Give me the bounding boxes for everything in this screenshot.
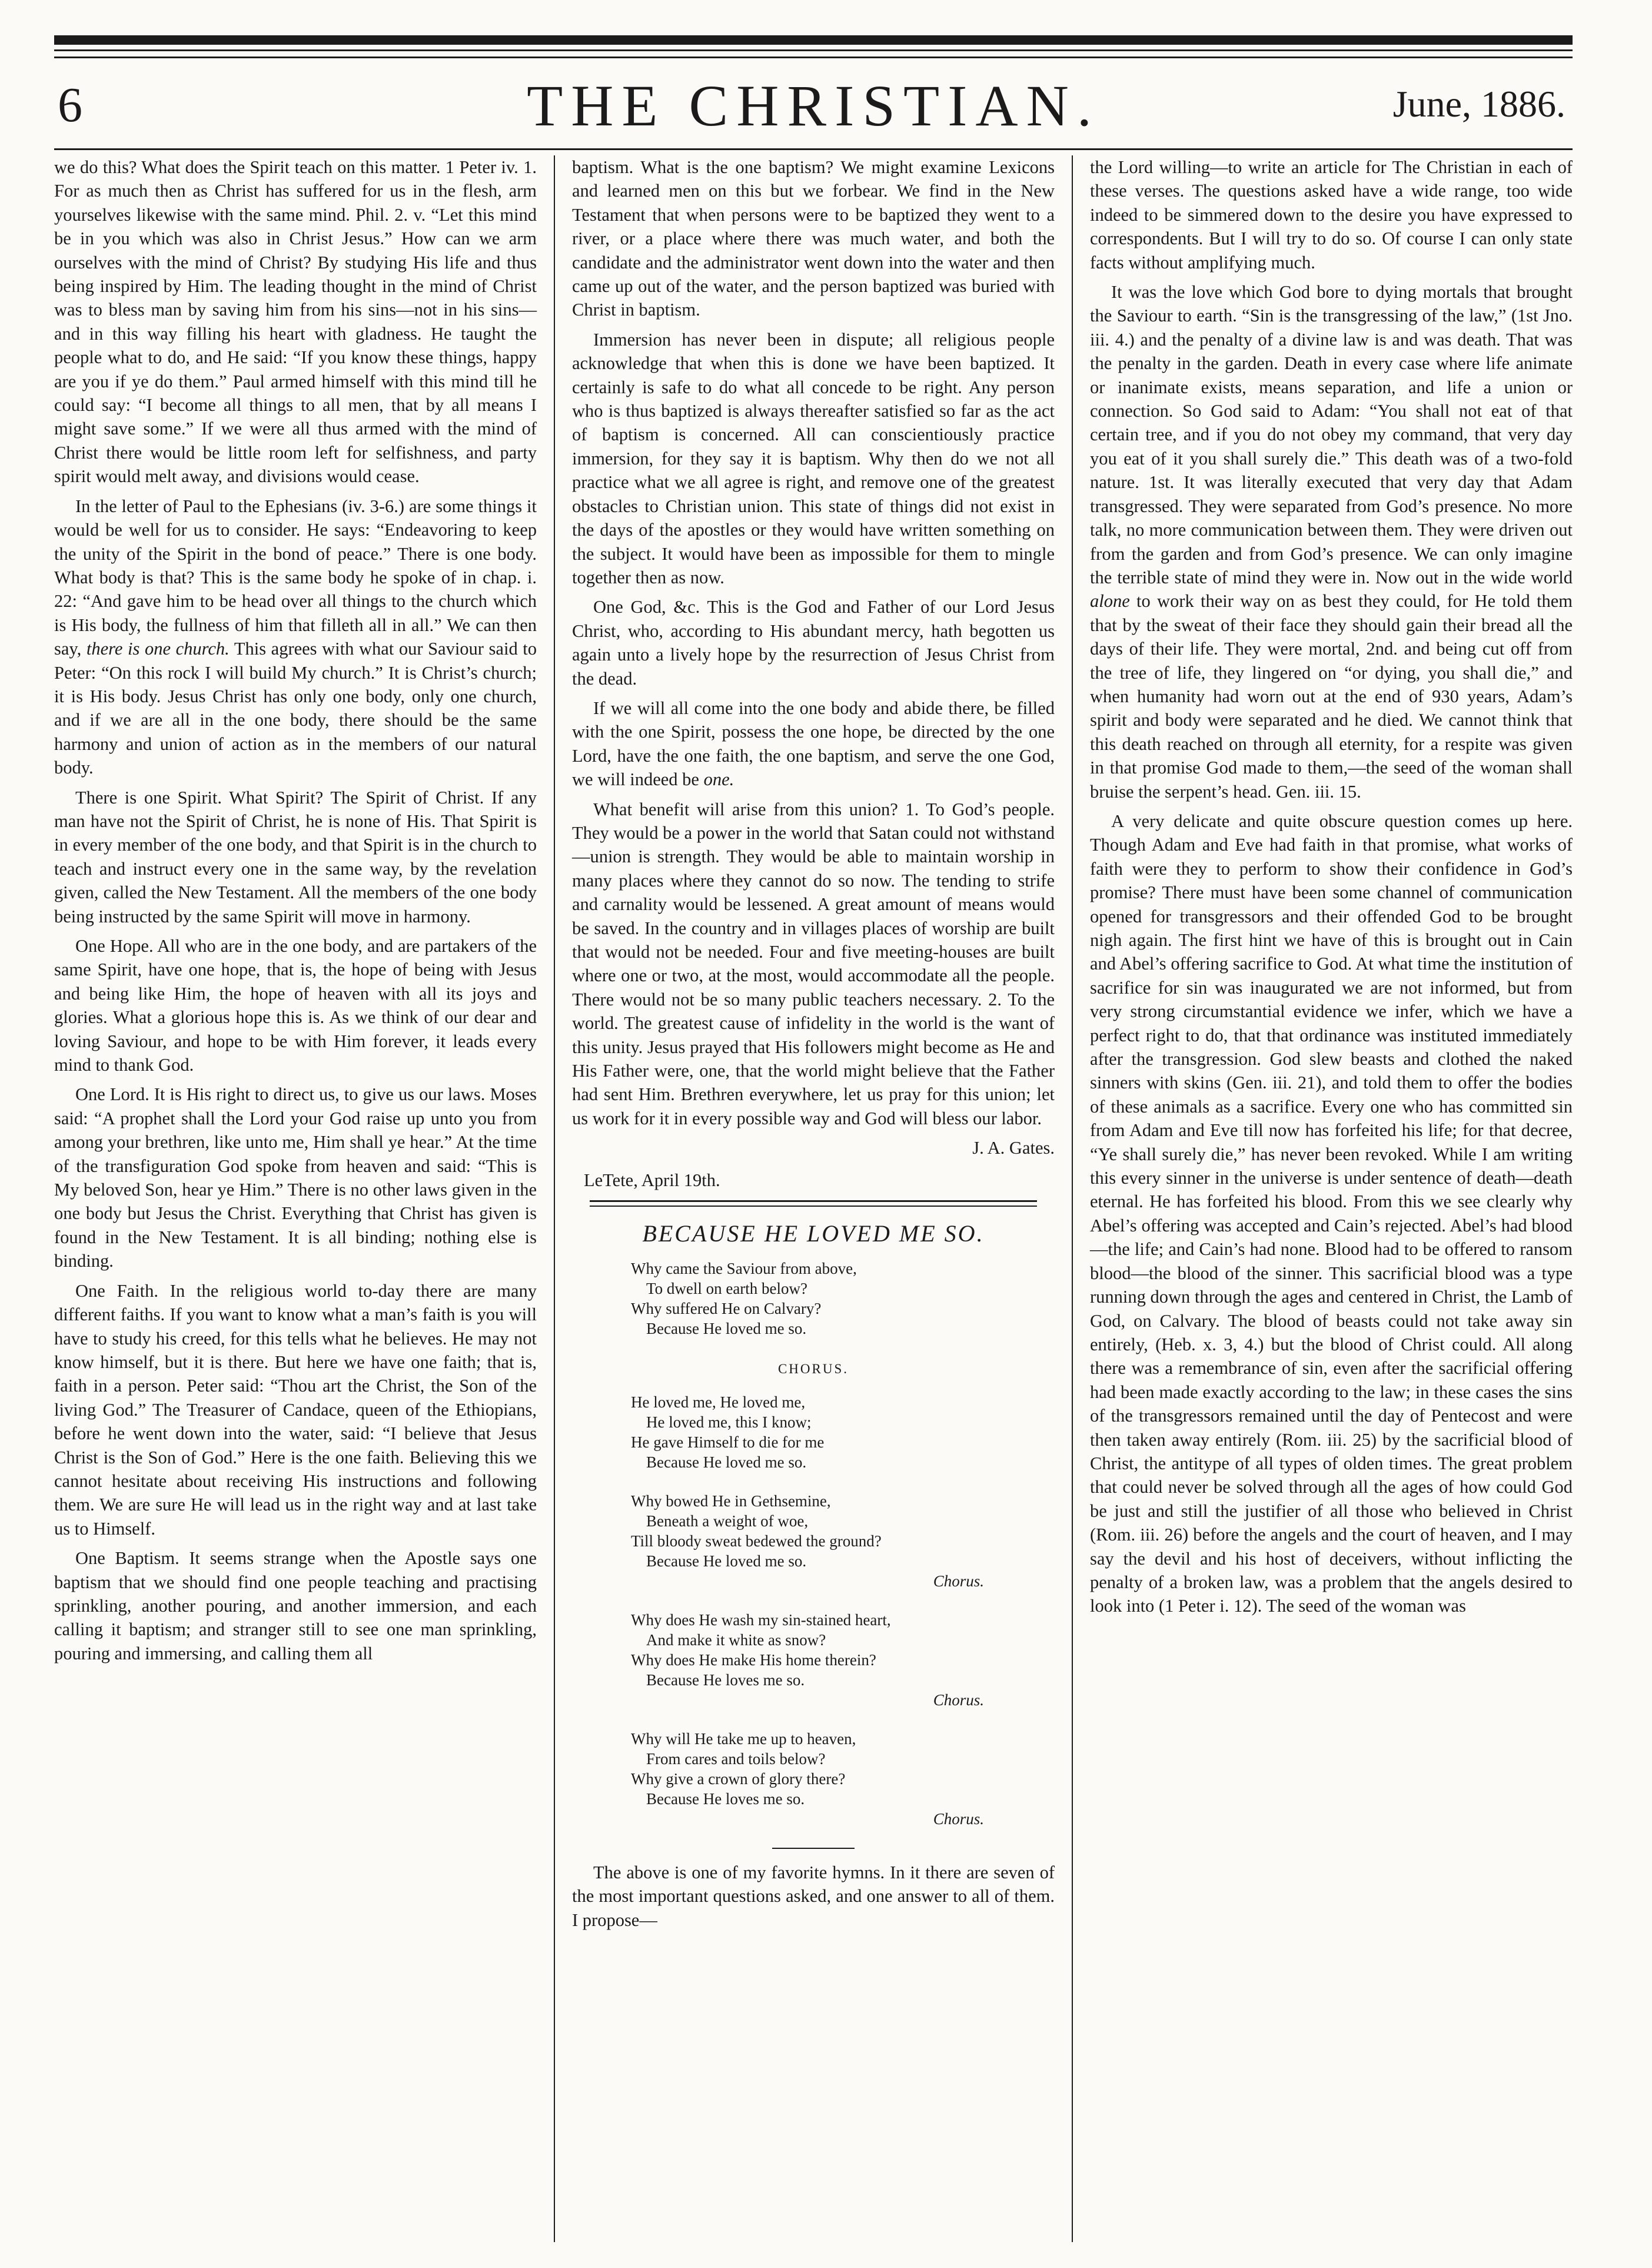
paragraph: The above is one of my favorite hymns. In it there are seven of the most important questions asked, and one answer to all of them. I propose— <box>572 1862 1055 1930</box>
separator-rule <box>590 1200 1037 1202</box>
top-rule-thin <box>54 49 1573 51</box>
paragraph: There is one Spirit. What Spirit? The Spirit of Christ. If any man have not the Spirit of Christ, he is none of His. That Spirit is in every member of the one body, and that Spirit is in the church to teach and instruct every one in the same way, by the revelation given, called the New Testament. All the members of the one body being instructed by the same Spirit will move in harmony. <box>54 787 537 927</box>
poem-line: He gave Himself to die for me <box>631 1433 825 1451</box>
issue-date: June, 1886. <box>1392 83 1565 125</box>
paragraph: baptism. What is the one baptism? We might examine Lexicons and learned men on this but we forbear. We find in the New Testament that when persons were to be baptized they went to a river, or a place where there was much water, and both the candidate and the administrator went down into the water and then came up out of the water, and the person baptized was buried with Christ in baptism. <box>572 157 1055 320</box>
poem-line: Why does He make His home therein? <box>631 1651 876 1669</box>
separator-rule <box>772 1848 855 1849</box>
paragraph: A very delicate and quite obscure question comes up here. Though Adam and Eve had faith in that promise, what works of faith were they to perform to show their confidence in God’s promise? There must have been some channel of communication opened for transgressors and their offended God to be brought nigh again. The first hint we have of this is brought out in Cain and Abel’s offering sacrifice to God. At what time the institution of sacrifice for sin was inaugurated we are not informed, but from very strong circumstantial evidence we infer, which we have a perfect right to do, that that ordinance was instituted immediately after the transgression. God slew beasts and clothed the naked sinners with skins (Gen. iii. 21), and told them to offer the bodies of these animals as a sacrifice. Every one who has committed sin from Adam and Eve till now has forfeited his life; for that decree, “Ye shall surely die,” has never been revoked. While I am writing this every sinner in the universe is under sentence of death—death eternal. He has forfeited his blood. From this we see clearly why Abel’s offering was accepted and Cain’s rejected. Abel’s had blood—the life; and Cain’s had none. Blood had to be offered to ransom blood—the blood of the sinner. This sacrificial blood was a type running down through the ages and centered in Christ, the Lamb of God, on Calvary. The blood of beasts could not take away sin entirely, (Heb. x. 3, 4.) but the blood of Christ could. All along there was a remembrance of sin, even after the sacrificial offering had been made exactly according to the law; in these cases the sins of the transgressors remained until the day of Pentecost and were then taken away entirely (Rom. iii. 25) by the sacrificial blood of Christ, the antitype of all types of olden times. The great problem that could never be solved through all the ages of how could God be just and still the justifier of all those who believed in Christ (Rom. iii. 26) before the angels and the court of heaven, and I may say the devil and his host of deceivers, without inflicting the penalty of a broken law, was a problem that the angels desired to look into (1 Peter i. 12). The seed of the woman was <box>1090 811 1573 1616</box>
top-rule-thin-2 <box>54 57 1573 58</box>
chorus-label: Chorus. <box>933 1809 984 1828</box>
poem-line: He loved me, He loved me, <box>631 1393 806 1411</box>
poem-line: Why does He wash my sin-stained heart, <box>631 1610 891 1629</box>
poem-line: Why give a crown of glory there? <box>631 1769 846 1788</box>
poem-line: Why bowed He in Gethsemine, <box>631 1492 831 1510</box>
poem-stanza <box>631 1491 1055 1591</box>
poem-stanza <box>631 1610 1055 1710</box>
poem-line: Because He loves me so. <box>646 1789 805 1808</box>
column-3 <box>1090 155 1573 1624</box>
chorus-label: Chorus. <box>933 1572 984 1590</box>
poem-line: He loved me, this I know; <box>646 1413 812 1431</box>
poem-title: BECAUSE HE LOVED ME SO. <box>642 1220 985 1247</box>
newspaper-page <box>54 35 1573 2249</box>
poem-line: Because He loved me so. <box>646 1453 807 1471</box>
poem-chorus <box>631 1392 1055 1472</box>
page-number: 6 <box>58 78 82 132</box>
chorus-heading: CHORUS. <box>777 1362 849 1377</box>
masthead-bottom-rule <box>54 148 1573 150</box>
paragraph: One Faith. In the religious world to-day there are many different faiths. If you want to know what a man’s faith is you will have to study his creed, for this tells what he believes. He may not know himself, but it is there. But here we have one faith; that is, faith in a person. Peter said: “Thou art the Christ, the Son of the living God.” The Treasurer of Candace, queen of the Ethiopians, before he went down into the water, said: “I believe that Jesus Christ is the Son of God.” Here is the one faith. Believing this we cannot hesitate about receiving His instructions and following them. We are sure He will lead us in the right way and at last take us to Himself. <box>54 1280 537 1539</box>
paragraph: One Lord. It is His right to direct us, to give us our laws. Moses said: “A prophet shall the Lord your God raise up unto you from among your brethren, like unto me, Him shall ye hear.” At the time of the transfiguration God spoke from heaven and said: “This is My beloved Son, hear ye Him.” There is no other laws given in the one body but Jesus the Christ. Everything that Christ has given is found in the New Testament. It is all binding; nothing else is binding. <box>54 1084 537 1271</box>
paragraph: What benefit will arise from this union? 1. To God’s people. They would be a power in the world that Satan could not withstand—union is strength. They would be able to maintain worship in many places where they cannot do so now. The tending to strife and carnality would be lessened. A great amount of means would be saved. In the country and in villages places of worship are built that would not be needed. Four and five meeting-houses are built where one or two, at the most, would accommodate all the people. There would not be so many public teachers necessary. 2. To the world. The greatest cause of infidelity in the world is the want of this unity. Jesus prayed that His followers might become as He and His Father were, one, that the world might believe that the Father had sent Him. Brethren everywhere, let us pray for this union; let us work for it in every possible way and God will bless our labor. <box>572 799 1055 1128</box>
dateline: LeTete, April 19th. <box>584 1170 720 1190</box>
poem-stanza <box>631 1729 1055 1829</box>
poem-line: Because He loved me so. <box>646 1320 807 1338</box>
separator-rule <box>590 1206 1037 1207</box>
column-divider <box>1072 155 1073 2242</box>
column-1 <box>54 155 537 1671</box>
paragraph: Immersion has never been in dispute; all religious people acknowledge that when this is done we have been baptized. It certainly is safe to do what all concede to be right. Any person who is thus baptized is always thereafter satisfied so far as the act of baptism is concerned. All can conscientiously practice immersion, for they say it is baptism. Why then do we not all practice what we all agree is right, and remove one of the greatest obstacles to Christian union. This state of things did not exist in the days of the apostles or they would have written something on the subject. It would have been as impossible for them to mingle together then as now. <box>572 329 1055 587</box>
poem-line: From cares and toils below? <box>646 1749 826 1768</box>
poem-line: Because He loved me so. <box>646 1552 807 1570</box>
poem-line: Why will He take me up to heaven, <box>631 1729 856 1748</box>
masthead <box>54 72 1573 142</box>
paragraph: It was the love which God bore to dying mortals that brought the Saviour to earth. “Sin is the transgressing of the law,” (1st Jno. iii. 4.) and the penalty of a divine law is and was death. That was the penalty in the garden. Death in every case where life animate or inanimate exists, means separation, and life a union or connection. So God said to Adam: “You shall not eat of that certain tree, and if you do not obey my command, that very day you eat of it you shall surely die.” This death was of a two-fold nature. 1st. It was literally executed that very day that Adam transgressed. They were separated from God’s presence. No more talk, no more communication between them. They were driven out from the garden and from God’s presence. We can only imagine the terrible state of mind they were in. Now out in the wide world alone to work their way on as best they could, for He told them that by the sweat of their face they should gain their bread all the days of their life. They were mortal, 2nd. and being cut off from the tree of life, they lingered on “or dying, you shall die,” and when humanity had worn out at the end of 930 years, Adam’s spirit and body were separated and he died. We cannot think that this death reached on through all eternity, for a respite was given in that promise God made to them,—the seed of the woman shall bruise the serpent’s head. Gen. iii. 15. <box>1090 282 1573 802</box>
poem-line: Beneath a weight of woe, <box>646 1512 809 1530</box>
poem-line: Till bloody sweat bedewed the ground? <box>631 1532 882 1550</box>
poem-line: Why suffered He on Calvary? <box>631 1300 822 1318</box>
poem-line: Why came the Saviour from above, <box>631 1260 857 1278</box>
poem-line: To dwell on earth below? <box>646 1280 808 1298</box>
poem-stanza <box>631 1258 1055 1339</box>
column-divider <box>554 155 555 2242</box>
paragraph: One Hope. All who are in the one body, and are partakers of the same Spirit, have one hope, that is, the hope of being with Jesus and being like Him, the hope of heaven with all its joys and glories. What a glorious hope this is. As we think of our dear and loving Saviour, and hope to be with Him forever, it leads every mind to thank God. <box>54 936 537 1075</box>
poem-line: Because He loves me so. <box>646 1671 805 1689</box>
chorus-label: Chorus. <box>933 1691 984 1709</box>
paragraph: One Baptism. It seems strange when the Apostle says one baptism that we should find one people teaching and practising sprinkling, another pouring, and another immersion, and each calling it baptism; and stranger still to see one man sprinkling, pouring and immersing, and calling them all <box>54 1548 537 1663</box>
paragraph: If we will all come into the one body and abide there, be filled with the one Spirit, possess the one hope, be directed by the one Lord, have the one faith, the one baptism, and serve the one God, we will indeed be one. <box>572 698 1055 790</box>
paragraph: we do this? What does the Spirit teach on this matter. 1 Peter iv. 1. For as much then as Christ has suffered for us in the flesh, arm yourselves likewise with the same mind. Phil. 2. v. “Let this mind be in you which was also in Christ Jesus.” How can we arm ourselves with the mind of Christ? By studying His life and thus being inspired by Him. The leading thought in the mind of Christ was to bless man by saving him from his sins—not in his sins—and in this way filling his heart with gladness. He taught the people what to do, and He said: “If you know these things, happy are you if ye do them.” Paul armed himself with this mind till he could say: “I become all things to all men, that by all means I might save some.” If we were all thus armed with the mind of Christ there would be little room left for selfishness, and party spirit would melt away, and divisions would cease. <box>54 157 537 487</box>
poem-line: And make it white as snow? <box>646 1631 826 1649</box>
column-2 <box>572 155 1055 1938</box>
newspaper-title: THE CHRISTIAN. <box>527 73 1100 138</box>
top-rule-thick <box>54 35 1573 45</box>
author-signature: J. A. Gates. <box>972 1138 1055 1158</box>
paragraph: In the letter of Paul to the Ephesians (iv. 3-6.) are some things it would be well for us to consider. He says: “Endeavoring to keep the unity of the Spirit in the bond of peace.” There is one body. What body is that? This is the same body he spoke of in chap. i. 22: “And gave him to be head over all things to the church which is His body, the fullness of him that filleth all in all.” We can then say, there is one church. This agrees with what our Saviour said to Peter: “On this rock I will build My church.” It is Christ’s church; it is His body. Jesus Christ has only one body, only one church, and if we are all in the one body, there should be the same harmony and union of action as in the members of our natural body. <box>54 496 537 778</box>
paragraph: One God, &c. This is the God and Father of our Lord Jesus Christ, who, according to His abundant mercy, hath begotten us again unto a lively hope by the resurrection of Jesus Christ from the dead. <box>572 597 1055 689</box>
paragraph: the Lord willing—to write an article for The Christian in each of these verses. The questions asked have a wide range, too wide indeed to be simmered down to the desire you have expressed to correspondents. But I will try to do so. Of course I can only state facts without amplifying much. <box>1090 157 1573 273</box>
